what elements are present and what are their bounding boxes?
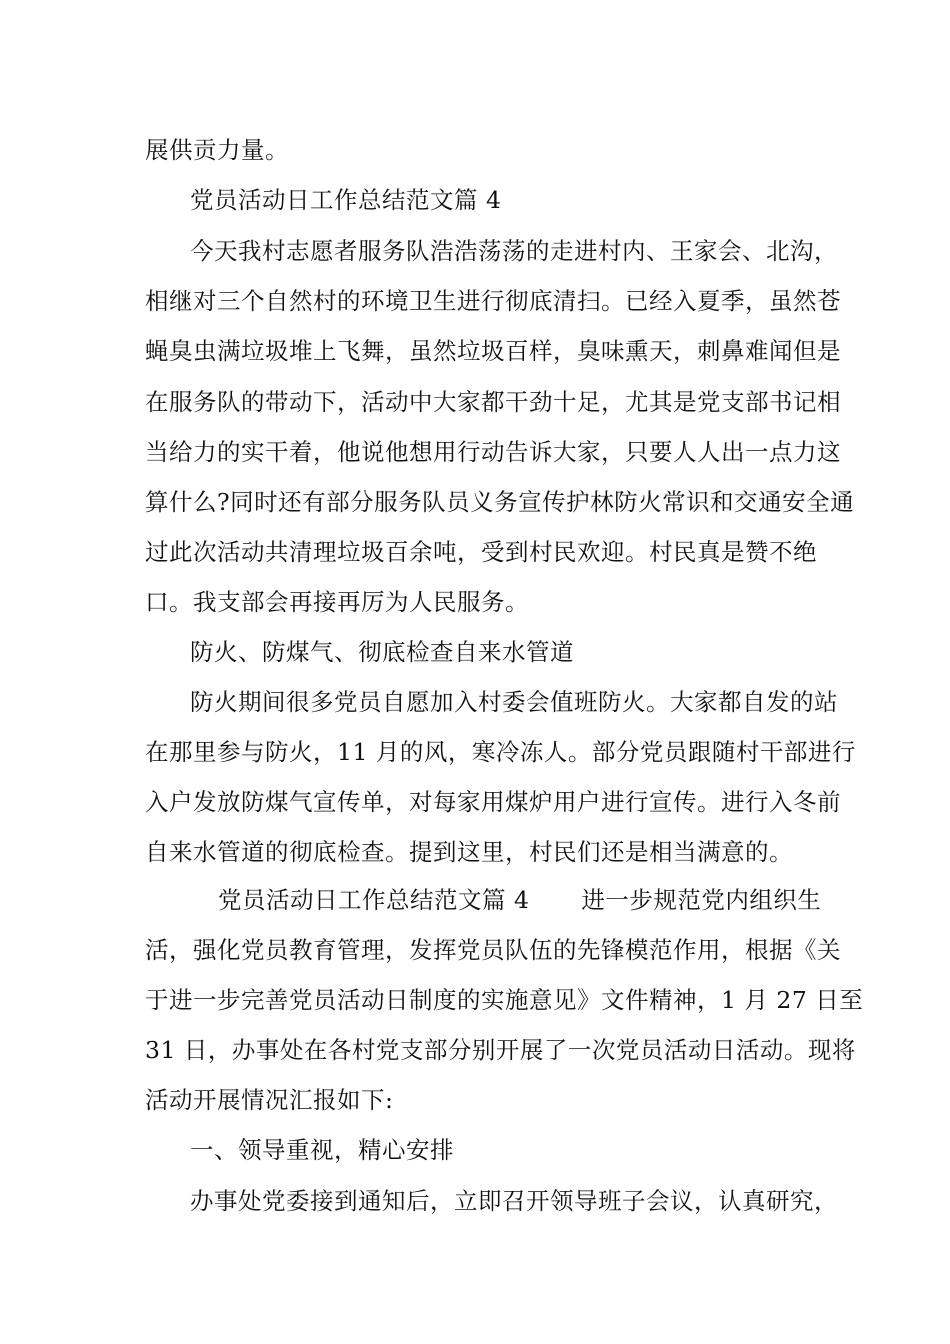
paragraph-line: 防火期间很多党员自愿加入村委会值班防火。大家都自发的站 [190,688,838,716]
paragraph-line: 过此次活动共清理垃圾百余吨，受到村民欢迎。村民真是赞不绝 [145,538,817,566]
paragraph-line: 活，强化党员教育管理，发挥党员队伍的先锋模范作用，根据《关 [145,936,841,964]
paragraph-line: 口。我支部会再接再厉为人民服务。 [145,588,529,616]
paragraph-line: 于进一步完善党员活动日制度的实施意见》文件精神，1 月 27 日至 [145,986,864,1014]
paragraph-line: 相继对三个自然村的环境卫生进行彻底清扫。已经入夏季，虽然苍 [145,287,841,315]
paragraph-line: 蝇臭虫满垃圾堆上飞舞，虽然垃圾百样，臭味熏天，刺鼻难闻但是 [145,337,841,365]
paragraph-line: 算什么?同时还有部分服务队员义务宣传护林防火常识和交通安全通 [145,488,855,516]
paragraph-line: 入户发放防煤气宣传单，对每家用煤炉用户进行宣传。进行入冬前 [145,788,841,816]
paragraph-line: 自来水管道的彻底检查。提到这里，村民们还是相当满意的。 [145,838,793,866]
paragraph-line: 在那里参与防火，11 月的风，寒冷冻人。部分党员跟随村干部进行 [145,738,856,766]
paragraph-line: 展供贡力量。 [145,136,289,164]
paragraph-line: 活动开展情况汇报如下: [145,1086,394,1114]
paragraph-line: 办事处党委接到通知后，立即召开领导班子会议，认真研究， [190,1187,838,1215]
section-heading: 一、领导重视，精心安排 [190,1136,454,1164]
section-heading: 党员活动日工作总结范文篇 4 [190,186,502,214]
section-heading: 防火、防煤气、彻底检查自来水管道 [190,638,574,666]
paragraph-line: 今天我村志愿者服务队浩浩荡荡的走进村内、王家会、北沟， [190,237,838,265]
paragraph-line: 当给力的实干着，他说他想用行动告诉大家，只要人人出一点力这 [145,438,841,466]
paragraph-line: 31 日，办事处在各村党支部分别开展了一次党员活动日活动。现将 [145,1036,856,1064]
heading-and-paragraph-line [218,880,883,920]
section-heading: 党员活动日工作总结范文篇 4 [218,886,530,914]
paragraph-line: 进一步规范党内组织生 [581,886,822,914]
paragraph-line: 在服务队的带动下，活动中大家都干劲十足，尤其是党支部书记相 [145,388,841,416]
